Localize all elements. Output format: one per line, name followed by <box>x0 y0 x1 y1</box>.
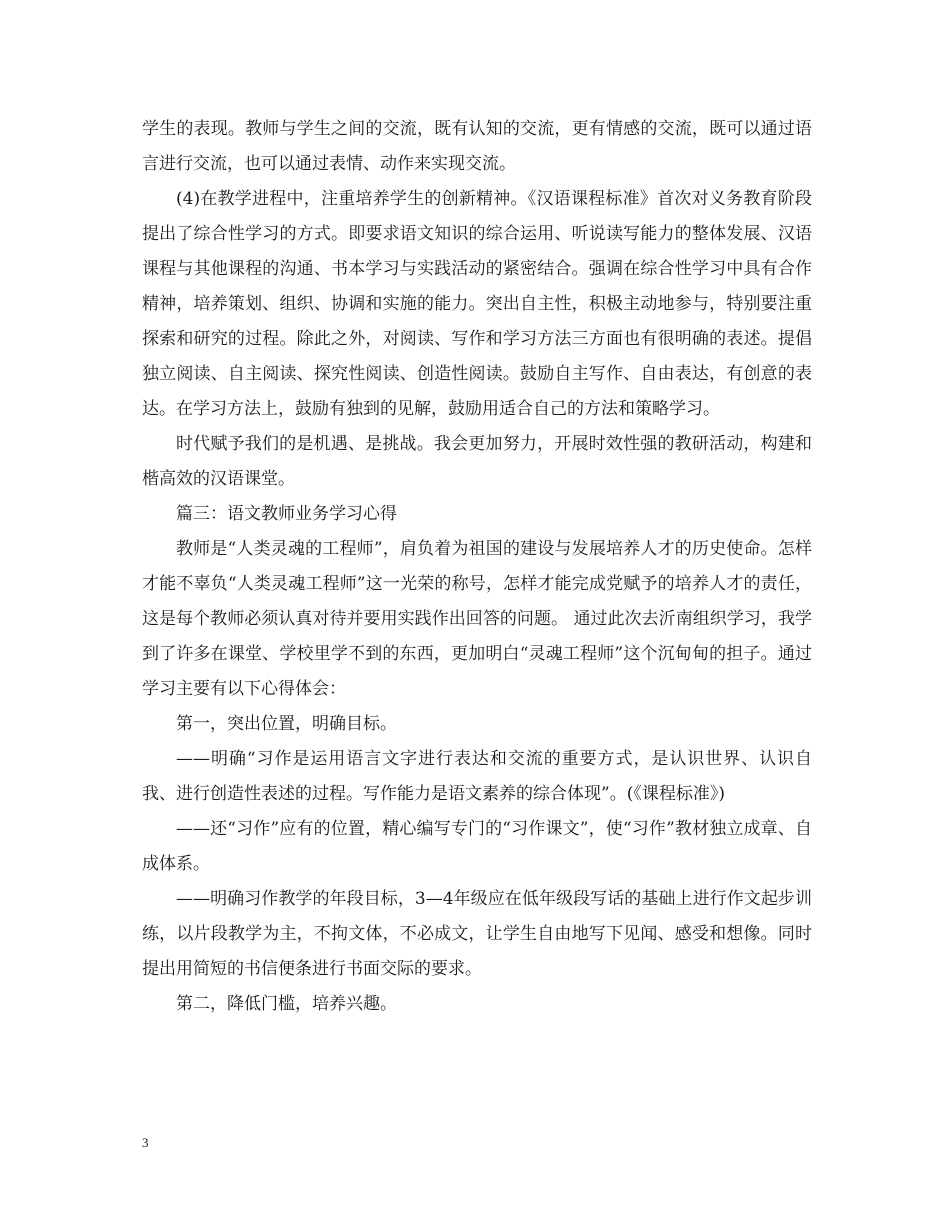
bullet-grade-goals: ——明确习作教学的年段目标，3—4年级应在低年级段写话的基础上进行作文起步训练，以片段教学为主，不拘文体，不必成文，让学生自由地写下见闻、感受和想像。同时提出用简短的书信便条进行书面交际的要求。 <box>142 889 812 979</box>
paragraph-teacher-mission: 教师是“人类灵魂的工程师”，肩负着为祖国的建设与发展培养人才的历史使命。怎样才能不辜负“人类灵魂工程师”这一光荣的称号，怎样才能完成党赋予的培养人才的责任，这是每个教师必须认真对待并要用实践作出回答的问题。 通过此次去沂南组织学习，我学到了许多在课堂、学校里学不到的东西，更加明白“灵魂工程师”这个沉甸甸的担子。通过学习主要有以下心得体会： <box>142 539 812 699</box>
bullet-position: ——还“习作”应有的位置，精心编写专门的“习作课文”，使“习作”教材独立成章、自成体系。 <box>142 819 812 874</box>
paragraph-innovation: (4)在教学进程中，注重培养学生的创新精神。《汉语课程标准》首次对义务教育阶段提出了综合性学习的方式。即要求语文知识的综合运用、听说读写能力的整体发展、汉语课程与其他课程的沟通、书本学习与实践活动的紧密结合。强调在综合性学习中具有合作精神，培养策划、组织、协调和实施的能力。突出自主性，积极主动地参与，特别要注重探索和研究的过程。除此之外，对阅读、写作和学习方法三方面也有很明确的表述。提倡独立阅读、自主阅读、探究性阅读、创造性阅读。鼓励自主写作、自由表达，有创意的表达。在学习方法上，鼓励有独到的见解，鼓励用适合自己的方法和策略学习。 <box>142 189 812 419</box>
point-one-heading: 第一，突出位置，明确目标。 <box>176 714 397 734</box>
paragraph-continuation: 学生的表现。教师与学生之间的交流，既有认知的交流，更有情感的交流，既可以通过语言进行交流，也可以通过表情、动作来实现交流。 <box>142 119 812 174</box>
paragraph-conclusion: 时代赋予我们的是机遇、是挑战。我会更加努力，开展时效性强的教研活动，构建和楷高效的汉语课堂。 <box>142 434 812 489</box>
bullet-definition: ——明确“习作是运用语言文字进行表达和交流的重要方式，是认识世界、认识自我、进行创造性表述的过程。写作能力是语文素养的综合体现”。(《课程标准》) <box>142 749 812 804</box>
page-number: 3 <box>142 1135 149 1150</box>
point-two-heading: 第二，降低门槛，培养兴趣。 <box>176 994 397 1014</box>
section-heading-part-three: 篇三：语文教师业务学习心得 <box>176 504 397 524</box>
document-body <box>142 112 812 1022</box>
